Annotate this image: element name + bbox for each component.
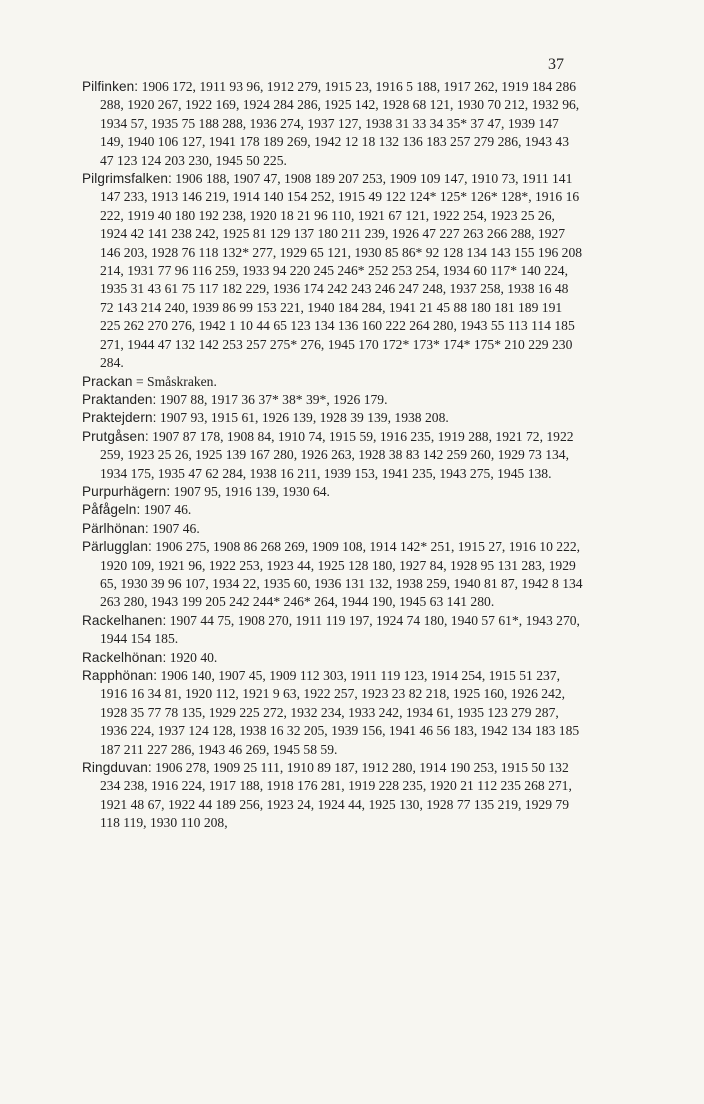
entry-name: Prutgåsen: [82,428,149,444]
index-entries [82,78,584,833]
entry-text: 1907 46. [148,520,200,536]
index-entry [82,649,584,667]
index-entry [82,501,584,519]
entry-name: Pärlugglan: [82,539,152,555]
entry-name: Rapphönan: [82,668,158,683]
index-entry [82,170,584,372]
entry-name: Pilfinken: [82,79,139,94]
page-number: 37 [548,56,564,73]
entry-text: = Småskraken. [132,373,217,389]
entry-text: 1907 87 178, 1908 84, 1910 74, 1915 59, 1916 235, 1919 288, 1921 72, 1922 259, 1923 25 26, 1925 139 167 280, 1926 263, 1928 38 83 142 259 260, 1929 73 134, 1934 175, 1935 47 62 284, 1938 16 211, 1939 153, 1941 235, 1943 275, 1945 138. [100,428,574,481]
entry-name: Pilgrimsfalken: [82,171,172,187]
entry-name: Pärlhönan: [82,520,149,536]
index-entry [82,428,584,483]
entry-text: 1906 172, 1911 93 96, 1912 279, 1915 23, 1916 5 188, 1917 262, 1919 184 286 288, 1920 267, 1922 169, 1924 284 286, 1925 142, 1928 68 121, 1930 70 212, 1932 96, 1934 57, 1935 75 188 288, 1936 274, 1937 127, 1938 31 33 34 35* 37 47, 1939 147 149, 1940 106 127, 1941 178 189 269, 1942 12 18 132 136 183 257 279 286, 1943 43 47 123 124 203 230, 1945 50 225. [100,79,580,168]
entry-text: 1907 95, 1916 139, 1930 64. [170,483,330,499]
entry-name: Ringduvan: [82,760,152,776]
entry-text: 1907 88, 1917 36 37* 38* 39*, 1926 179. [156,391,388,407]
entry-name: Påfågeln: [82,502,141,518]
index-entry [82,391,584,409]
entry-name: Rackelhönan: [82,649,167,665]
index-entry [82,483,584,501]
index-entry [82,520,584,538]
entry-text: 1906 140, 1907 45, 1909 112 303, 1911 119 123, 1914 254, 1915 51 237, 1916 16 34 81, 1920 112, 1921 9 63, 1922 257, 1923 23 82 218, 1925 160, 1926 242, 1928 35 77 78 135, 1929 225 272, 1932 234, 1933 242, 1934 61, 1935 123 279 287, 1936 224, 1937 124 128, 1938 16 32 205, 1939 156, 1941 46 56 183, 1942 134 183 185 187 211 227 286, 1943 46 269, 1945 58 59. [100,668,580,757]
entry-text: 1907 44 75, 1908 270, 1911 119 197, 1924 74 180, 1940 57 61*, 1943 270, 1944 154 185. [100,612,580,647]
index-entry [82,667,584,759]
index-entry [82,612,584,649]
entry-text: 1906 275, 1908 86 268 269, 1909 108, 1914 142* 251, 1915 27, 1916 10 222, 1920 109, 1921 96, 1922 253, 1923 44, 1925 128 180, 1927 84, 1928 95 131 283, 1929 65, 1930 39 96 107, 1934 22, 1935 60, 1936 131 132, 1938 259, 1940 81 87, 1942 8 134 263 280, 1943 199 205 242 244* 246* 264, 1944 190, 1945 63 141 280. [100,539,583,610]
entry-text: 1906 188, 1907 47, 1908 189 207 253, 1909 109 147, 1910 73, 1911 141 147 233, 1913 146 219, 1914 140 154 252, 1915 49 122 124* 125* 126* 128*, 1916 16 222, 1919 40 180 192 238, 1920 18 21 96 110, 1921 67 121, 1922 254, 1923 25 26, 1924 42 141 238 242, 1925 81 129 137 180 211 239, 1926 47 227 263 266 288, 1927 146 203, 1928 76 118 132* 277, 1929 65 121, 1930 85 86* 92 128 134 143 155 196 208 214, 1931 77 96 116 259, 1933 94 220 245 246* 252 253 254, 1934 60 117* 140 224, 1935 31 43 61 75 117 182 229, 1936 174 242 243 246 247 248, 1937 258, 1938 16 48 72 143 214 240, 1939 86 99 153 221, 1940 184 284, 1941 21 45 88 180 181 189 191 225 262 270 276, 1942 1 10 44 65 123 134 136 160 222 264 280, 1943 55 113 114 185 271, 1944 47 132 142 253 257 275* 276, 1945 170 172* 173* 174* 175* 210 229 230 284. [100,171,583,371]
entry-text: 1907 93, 1915 61, 1926 139, 1928 39 139, 1938 208. [156,410,449,426]
index-entry [82,759,584,833]
index-entry [82,78,584,170]
index-entry [82,538,584,612]
entry-name: Purpurhägern: [82,483,171,499]
entry-name: Rackelhanen: [82,612,167,628]
entry-text: 1907 46. [140,502,192,518]
entry-text: 1906 278, 1909 25 111, 1910 89 187, 1912 280, 1914 190 253, 1915 50 132 234 238, 1916 224, 1917 188, 1918 176 281, 1919 228 235, 1920 21 112 235 268 271, 1921 48 67, 1922 44 189 256, 1923 24, 1924 44, 1925 130, 1928 77 135 219, 1929 79 118 119, 1930 110 208, [100,760,572,831]
entry-name: Prackan [82,373,133,389]
index-entry [82,373,584,391]
index-entry [82,409,584,427]
entry-text: 1920 40. [166,649,218,665]
entry-name: Praktanden: [82,391,157,407]
entry-name: Praktejdern: [82,410,157,426]
